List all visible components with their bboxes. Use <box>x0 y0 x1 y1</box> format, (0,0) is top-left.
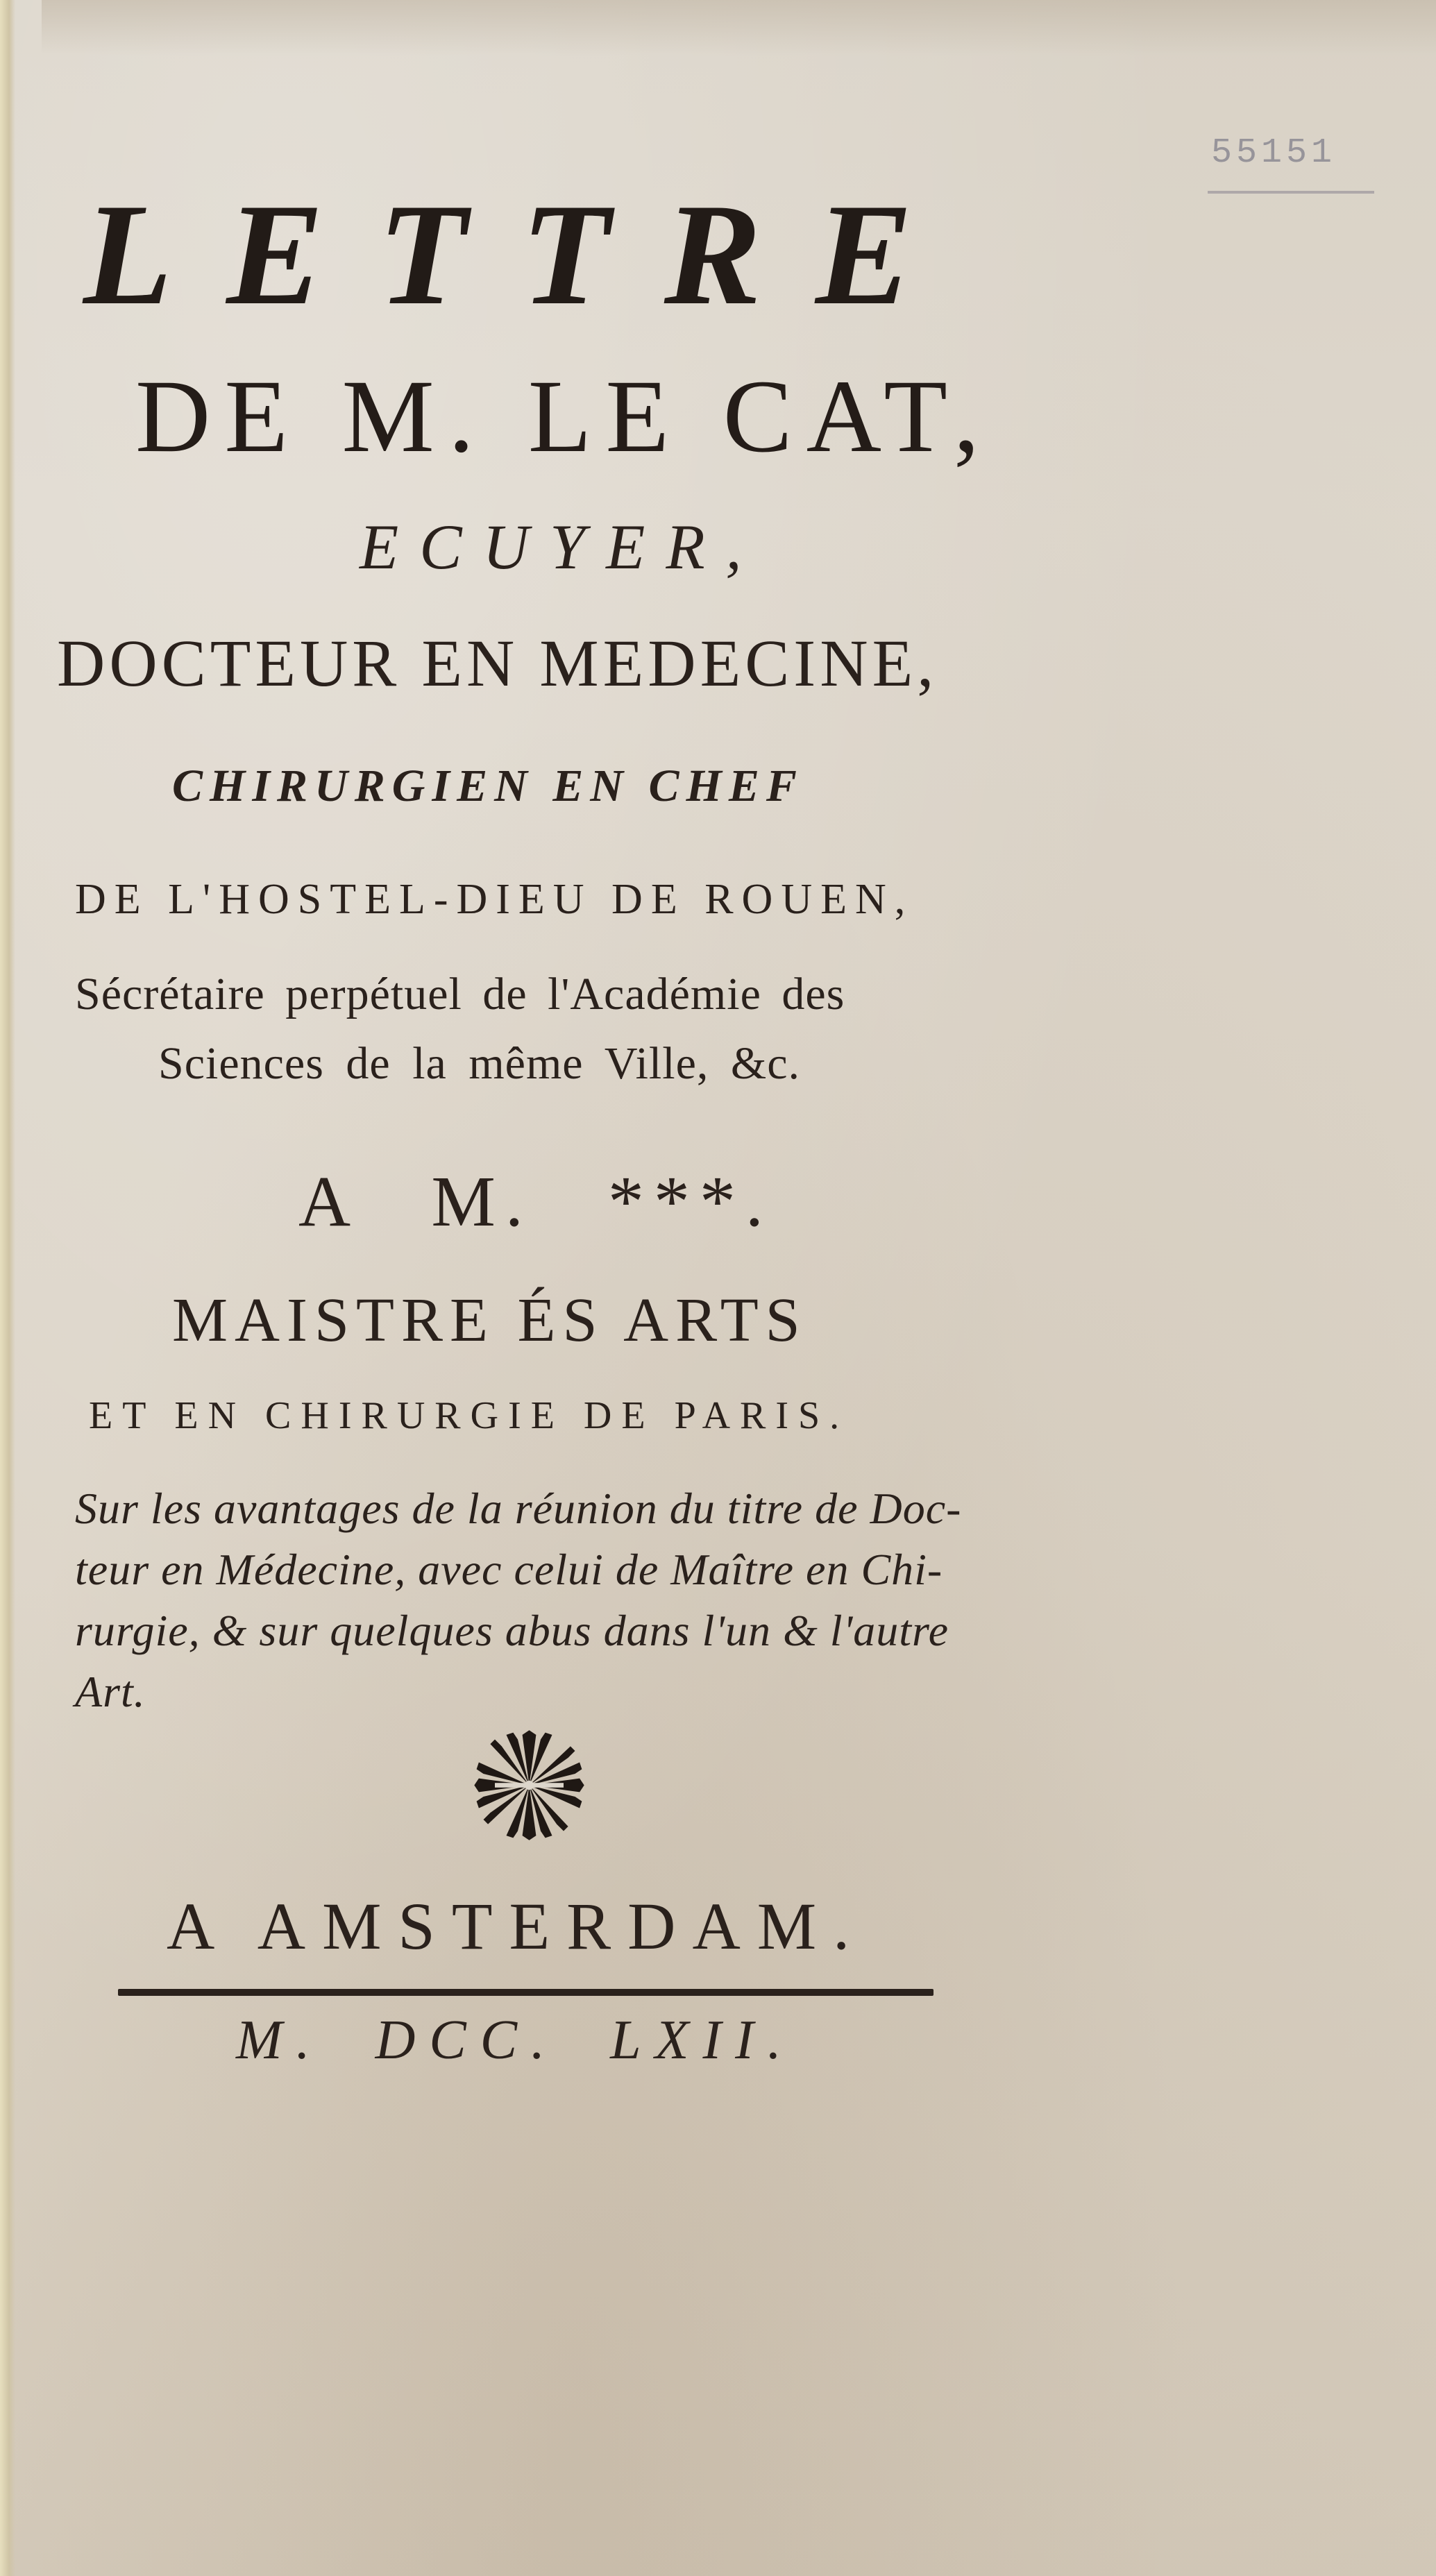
summary-line: rurgie, & sur quelques abus dans l'un & l'autre <box>75 1606 949 1655</box>
stamp-underline <box>1208 191 1374 194</box>
summary-line: Art. <box>75 1667 146 1716</box>
document-title: LETTRE <box>83 174 968 335</box>
floral-ornament-icon <box>472 1728 586 1842</box>
addressee-title-line1: MAISTRE ÉS ARTS <box>172 1286 807 1355</box>
secretary-line1: Sécrétaire perpétuel de l'Académie des <box>75 969 845 1019</box>
author-line: DE M. LE CAT, <box>135 359 994 474</box>
author-rank: ECUYER, <box>360 511 763 582</box>
imprint-rule <box>118 1989 934 1996</box>
addressee: A M. ***. <box>298 1162 773 1242</box>
author-post-line2: DE L'HOSTEL-DIEU DE ROUEN, <box>75 876 914 923</box>
subject-summary <box>75 1478 1061 1722</box>
author-post-line1: CHIRURGIEN EN CHEF <box>172 761 804 811</box>
secretary-line2: Sciences de la même Ville, &c. <box>158 1038 801 1089</box>
library-stamp: 55151 <box>1211 133 1337 173</box>
imprint-date: M. DCC. LXII. <box>236 2010 795 2071</box>
paper-stain <box>42 0 1436 56</box>
addressee-title-line2: ET EN CHIRURGIE DE PARIS. <box>89 1394 850 1437</box>
summary-line: Sur les avantages de la réunion du titre de Doc- <box>75 1484 962 1533</box>
summary-line: teur en Médecine, avec celui de Maître en Chi- <box>75 1545 943 1594</box>
author-degree: DOCTEUR EN MEDECINE, <box>57 626 938 700</box>
imprint-place: A AMSTERDAM. <box>167 1889 867 1963</box>
page-edge <box>0 0 15 2576</box>
